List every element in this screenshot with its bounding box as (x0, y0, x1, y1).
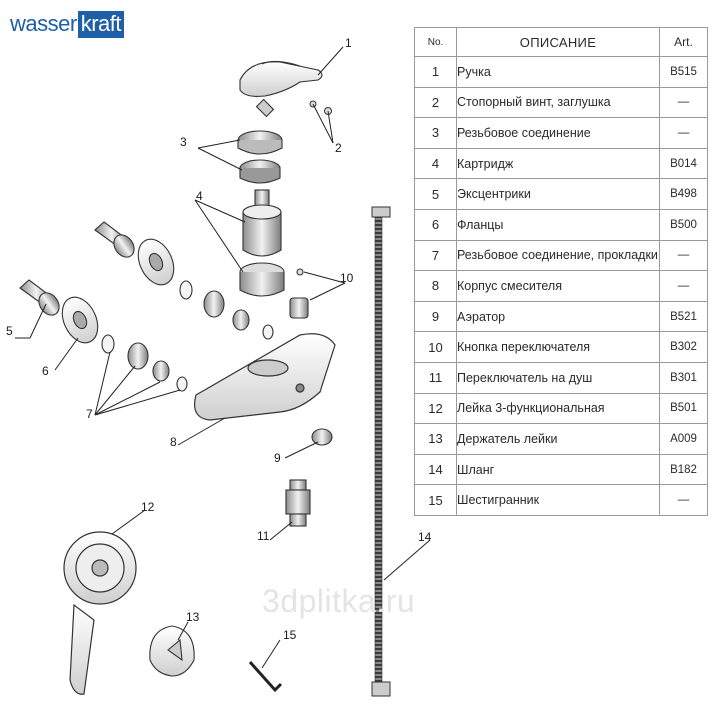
row-no: 6 (415, 209, 457, 240)
table-row (415, 179, 708, 210)
row-description: Шестигранник (457, 485, 660, 516)
row-description: Эксцентрики (457, 179, 660, 210)
row-description: Резьбовое соединение, прокладки (457, 240, 660, 271)
row-no: 3 (415, 118, 457, 149)
table-header-row (415, 28, 708, 57)
row-art: B182 (660, 454, 708, 485)
table-row (415, 87, 708, 118)
row-no: 4 (415, 148, 457, 179)
table-row (415, 118, 708, 149)
row-description: Корпус смесителя (457, 271, 660, 302)
callout-6: 6 (42, 364, 49, 378)
row-no: 9 (415, 301, 457, 332)
row-art: B501 (660, 393, 708, 424)
callout-5: 5 (6, 324, 13, 338)
part-hex-key (250, 662, 281, 690)
row-no: 13 (415, 424, 457, 455)
callout-10: 10 (340, 271, 354, 285)
row-description: Аэратор (457, 301, 660, 332)
part-threaded-connection (238, 131, 282, 183)
callout-9: 9 (274, 451, 281, 465)
row-description: Шланг (457, 454, 660, 485)
row-art: — (660, 485, 708, 516)
row-art: B500 (660, 209, 708, 240)
row-art: B498 (660, 179, 708, 210)
table-row (415, 148, 708, 179)
table-row (415, 393, 708, 424)
row-art: — (660, 118, 708, 149)
row-art: B302 (660, 332, 708, 363)
table-row (415, 209, 708, 240)
callout-14: 14 (418, 530, 432, 544)
row-no: 10 (415, 332, 457, 363)
row-art: B301 (660, 362, 708, 393)
row-no: 11 (415, 362, 457, 393)
header-description: ОПИСАНИЕ (457, 28, 660, 57)
row-no: 14 (415, 454, 457, 485)
callout-13: 13 (186, 610, 200, 624)
logo-text-wasser: wasser (10, 11, 77, 36)
row-art: — (660, 271, 708, 302)
part-mixer-body (195, 334, 335, 420)
table-row (415, 424, 708, 455)
row-description: Ручка (457, 57, 660, 88)
table-row (415, 240, 708, 271)
row-art: B515 (660, 57, 708, 88)
part-aerator (312, 429, 332, 445)
part-hose (372, 207, 390, 696)
row-no: 7 (415, 240, 457, 271)
logo-text-kraft: kraft (78, 11, 124, 38)
table-row (415, 454, 708, 485)
row-description: Картридж (457, 148, 660, 179)
table-row (415, 271, 708, 302)
part-handle (240, 61, 322, 116)
row-no: 8 (415, 271, 457, 302)
callout-11: 11 (257, 529, 270, 543)
callout-7: 7 (86, 407, 93, 421)
part-shower-diverter (286, 480, 310, 526)
table-row (415, 485, 708, 516)
row-art: B521 (660, 301, 708, 332)
header-art: Art. (660, 28, 708, 57)
row-description: Держатель лейки (457, 424, 660, 455)
callout-4: 4 (196, 189, 203, 203)
table-row (415, 301, 708, 332)
row-art: — (660, 87, 708, 118)
callout-3: 3 (180, 135, 187, 149)
part-diverter-button (290, 269, 308, 318)
brand-logo (10, 12, 124, 36)
row-description: Лейка 3-функциональная (457, 393, 660, 424)
row-no: 1 (415, 57, 457, 88)
part-hand-shower (64, 532, 136, 694)
part-shower-holder (150, 626, 194, 676)
row-no: 12 (415, 393, 457, 424)
callout-1: 1 (345, 36, 352, 50)
row-no: 5 (415, 179, 457, 210)
watermark: 3dplitka.ru (262, 583, 416, 619)
callout-2: 2 (335, 141, 342, 155)
row-no: 2 (415, 87, 457, 118)
header-no: No. (415, 28, 457, 57)
row-art: B014 (660, 148, 708, 179)
row-description: Фланцы (457, 209, 660, 240)
table-row (415, 57, 708, 88)
row-description: Переключатель на душ (457, 362, 660, 393)
table-row (415, 332, 708, 363)
callout-12: 12 (141, 500, 155, 514)
row-description: Стопорный винт, заглушка (457, 87, 660, 118)
row-no: 15 (415, 485, 457, 516)
row-description: Резьбовое соединение (457, 118, 660, 149)
row-art: A009 (660, 424, 708, 455)
callout-15: 15 (283, 628, 297, 642)
row-description: Кнопка переключателя (457, 332, 660, 363)
callout-8: 8 (170, 435, 177, 449)
part-cartridge (240, 190, 284, 296)
row-art: — (660, 240, 708, 271)
parts-table (414, 27, 708, 516)
table-row (415, 362, 708, 393)
